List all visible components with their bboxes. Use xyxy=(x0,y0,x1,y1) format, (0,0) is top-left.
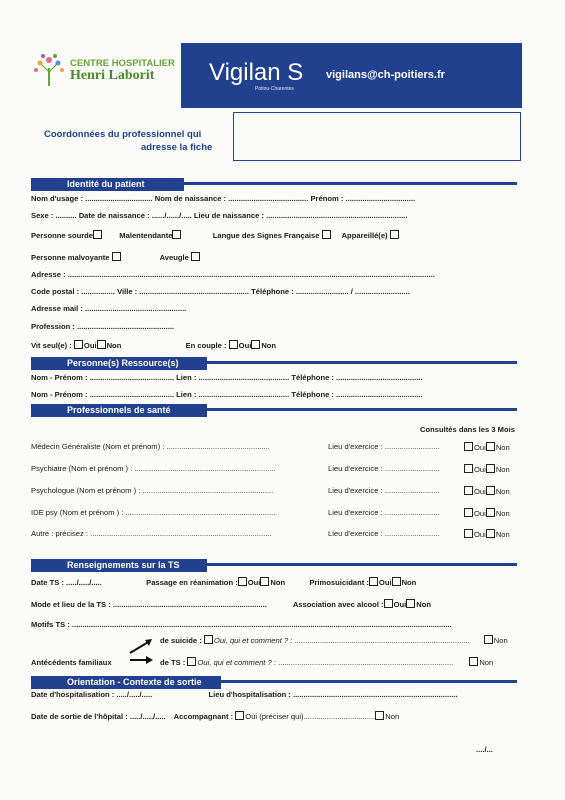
checkbox-accompagnant-oui[interactable] xyxy=(235,711,244,720)
professional-name-field[interactable]: Médecin Généraliste (Nom et prénom) : ................................................. xyxy=(31,442,270,451)
section-orientation-header xyxy=(31,676,221,689)
checkbox-malentendante[interactable] xyxy=(172,230,181,239)
checkbox-consulte-oui[interactable] xyxy=(464,529,473,538)
hospital-name-line1: CENTRE HOSPITALIER xyxy=(70,58,175,69)
checkbox-consulte-oui[interactable] xyxy=(464,486,473,495)
label-accompagnant: Accompagnant : xyxy=(173,712,234,721)
professional-row xyxy=(31,464,521,473)
label-non: Non xyxy=(270,578,286,587)
identity-row-address[interactable]: Adresse : .............................................................................................................................................................................. xyxy=(31,270,435,279)
label-de-suicide: de suicide : xyxy=(160,636,202,645)
date-sortie[interactable]: Date de sortie de l'hôpital : ...../...../..... xyxy=(31,712,166,721)
section-professionals-header xyxy=(31,404,207,417)
label-de-ts: de TS : xyxy=(160,658,186,667)
ts-mode[interactable]: Mode et lieu de la TS : ......................................................................... xyxy=(31,600,267,609)
identity-row-profession[interactable]: Profession : .............................................. xyxy=(31,322,175,331)
vigilans-banner xyxy=(181,43,522,108)
identity-row-vision xyxy=(31,252,201,262)
professional-name-field[interactable]: Autre : précisez : ...................................................................................... xyxy=(31,529,272,538)
section-divider xyxy=(184,182,517,185)
identity-row-postal[interactable]: Code postal : ................ Ville : .................................................... Téléphone : ......................... / .......................... xyxy=(31,287,410,296)
ts-row-suicide xyxy=(160,635,508,645)
professional-row xyxy=(31,442,521,451)
label-vit-seul: Vit seul(e) : xyxy=(31,341,72,350)
orientation-row-hosp xyxy=(31,690,458,699)
label-non: Non xyxy=(416,600,431,609)
professional-lieu-field[interactable]: Lieu d'exercice : .......................... xyxy=(328,486,440,495)
identity-row-names[interactable]: Nom d'usage : ................................ Nom de naissance : ...................................... Prénom : ................................. xyxy=(31,194,416,203)
tree-logo-icon xyxy=(32,52,66,86)
hospital-logo xyxy=(32,52,66,86)
checkbox-consulte-oui[interactable] xyxy=(464,442,473,451)
sender-label-line1: Coordonnées du professionnel qui xyxy=(44,129,202,140)
label-non: Non xyxy=(495,530,510,539)
checkbox-consulte-non[interactable] xyxy=(486,464,495,473)
label-oui: Oui xyxy=(474,509,486,518)
ts-row-date xyxy=(31,577,416,587)
date-hosp[interactable]: Date d'hospitalisation : ...../...../..... xyxy=(31,690,153,699)
identity-row-birth[interactable]: Sexe : .......... Date de naissance : ....../....../..... Lieu de naissance : ................................................................... xyxy=(31,211,408,220)
brand-subtitle: Poitou-Charentes xyxy=(255,86,294,92)
checkbox-malvoyante[interactable] xyxy=(112,252,121,261)
accompagnant-preciser[interactable]: .................................. xyxy=(303,712,376,721)
contact-email[interactable]: vigilans@ch-poitiers.fr xyxy=(326,69,445,81)
arrow-right-icon xyxy=(128,654,154,666)
orientation-row-sortie xyxy=(31,711,399,721)
label-oui-comment: Oui, qui et comment ? xyxy=(197,658,272,667)
label-oui: Oui xyxy=(247,578,261,587)
section-ts-header xyxy=(31,559,207,572)
checkbox-rea-non[interactable] xyxy=(260,577,269,586)
section-divider xyxy=(221,680,517,683)
professional-lieu-field[interactable]: Lieu d'exercice : .......................... xyxy=(328,508,440,517)
checkbox-de-ts-non[interactable] xyxy=(469,657,478,666)
professional-name-field[interactable]: Psychiatre (Nom et prénom ) : ................................................................... xyxy=(31,464,276,473)
label-lsf: Langue des Signes Française xyxy=(212,231,320,240)
checkbox-accompagnant-non[interactable] xyxy=(375,711,384,720)
label-alcool: Association avec alcool : xyxy=(292,600,384,609)
consultes-header: Consultés dans les 3 Mois xyxy=(420,425,515,434)
sender-box[interactable] xyxy=(233,112,521,161)
professional-row xyxy=(31,486,521,495)
label-sourde: Personne sourde xyxy=(31,231,94,240)
label-primo: Primosuicidant : xyxy=(309,578,369,587)
label-appareille: Appareillé(e) xyxy=(341,231,388,240)
checkbox-sourde[interactable] xyxy=(93,230,102,239)
label-non: Non xyxy=(479,658,494,667)
lieu-hosp[interactable]: Lieu d'hospitalisation : .............................................................................. xyxy=(208,690,458,699)
checkbox-couple-oui[interactable] xyxy=(229,340,238,349)
checkbox-appareille[interactable] xyxy=(390,230,399,239)
label-non: Non xyxy=(106,341,122,350)
checkbox-de-ts-oui[interactable] xyxy=(187,657,196,666)
identity-row-disabilities xyxy=(31,230,400,240)
checkbox-seul-oui[interactable] xyxy=(74,340,83,349)
hospital-name-line2: Henri Laborit xyxy=(70,68,155,83)
checkbox-suicide-non[interactable] xyxy=(484,635,493,644)
de-ts-comment[interactable]: : ................................................................................... xyxy=(271,658,454,667)
professional-name-field[interactable]: IDE psy (Nom et prénom ) : ....................................................................... xyxy=(31,508,276,517)
label-oui: Oui xyxy=(474,487,486,496)
checkbox-consulte-non[interactable] xyxy=(486,529,495,538)
ts-date[interactable]: Date TS : ...../...../..... xyxy=(31,578,102,587)
label-non: Non xyxy=(495,509,510,518)
professional-name-field[interactable]: Psychologue (Nom et prénom ) : .............................................................. xyxy=(31,486,274,495)
identity-row-email[interactable]: Adresse mail : ................................................ xyxy=(31,304,187,313)
page-continued: ..../... xyxy=(476,745,493,754)
ts-row-de-ts xyxy=(160,657,493,667)
ts-row-motifs[interactable]: Motifs TS : .................................................................................................................................................................................... xyxy=(31,620,452,629)
label-non: Non xyxy=(401,578,417,587)
label-oui: Oui xyxy=(378,578,392,587)
professional-lieu-field[interactable]: Lieu d'exercice : .......................... xyxy=(328,464,440,473)
professional-lieu-field[interactable]: Lieu d'exercice : .......................... xyxy=(328,442,440,451)
label-non: Non xyxy=(495,487,510,496)
checkbox-aveugle[interactable] xyxy=(191,252,200,261)
label-malvoyante: Personne malvoyante xyxy=(31,253,110,262)
label-oui: Oui xyxy=(83,341,97,350)
section-divider xyxy=(207,563,517,566)
label-couple: En couple : xyxy=(185,341,227,350)
section-divider xyxy=(207,408,517,411)
brand-name: Vigilan S xyxy=(209,59,304,86)
label-non: Non xyxy=(495,465,510,474)
checkbox-seul-non[interactable] xyxy=(97,340,106,349)
checkbox-couple-non[interactable] xyxy=(251,340,260,349)
checkbox-alcool-oui[interactable] xyxy=(384,599,393,608)
label-antecedents: Antécédents familiaux xyxy=(31,658,112,667)
checkbox-consulte-non[interactable] xyxy=(486,442,495,451)
sender-label-line2: adresse la fiche xyxy=(141,142,213,153)
suicide-comment[interactable]: : ................................................................................... xyxy=(288,636,470,645)
section-resources-header xyxy=(31,357,207,370)
section-resources-title: Personne(s) Ressource(s) xyxy=(67,358,179,368)
arrow-up-icon xyxy=(128,636,154,656)
label-oui-preciser: Oui (préciser qui) xyxy=(245,712,304,721)
professional-lieu-field[interactable]: Lieu d'exercice : .......................... xyxy=(328,529,440,538)
professional-row xyxy=(31,529,521,538)
ts-row-mode xyxy=(31,599,431,609)
section-identity-title: Identité du patient xyxy=(67,179,145,189)
label-oui: Oui xyxy=(393,600,407,609)
label-oui: Oui xyxy=(474,443,486,452)
resource-row-2[interactable]: Nom - Prénom : ........................................ Lien : ........................................... Téléphone : ......................................... xyxy=(31,390,423,399)
label-oui: Oui xyxy=(474,530,486,539)
section-ts-title: Renseignements sur la TS xyxy=(67,560,180,570)
checkbox-lsf[interactable] xyxy=(322,230,331,239)
label-malentendante: Malentendante xyxy=(119,231,173,240)
resource-row-1[interactable]: Nom - Prénom : ........................................ Lien : ........................................... Téléphone : ......................................... xyxy=(31,373,423,382)
identity-row-living xyxy=(31,340,276,350)
checkbox-suicide-oui[interactable] xyxy=(204,635,213,644)
label-oui: Oui xyxy=(238,341,252,350)
label-aveugle: Aveugle xyxy=(159,253,189,262)
label-oui: Oui xyxy=(474,465,486,474)
label-reanimation: Passage en réanimation : xyxy=(146,578,238,587)
section-divider xyxy=(207,361,517,364)
checkbox-rea-oui[interactable] xyxy=(238,577,247,586)
checkbox-alcool-non[interactable] xyxy=(406,599,415,608)
label-non: Non xyxy=(493,636,508,645)
checkbox-primo-oui[interactable] xyxy=(369,577,378,586)
section-professionals-title: Professionnels de santé xyxy=(67,405,171,415)
section-identity-header xyxy=(31,178,184,191)
label-oui-comment: Oui, qui et comment ? xyxy=(213,636,289,645)
section-orientation-title: Orientation - Contexte de sortie xyxy=(67,677,202,687)
checkbox-primo-non[interactable] xyxy=(392,577,401,586)
checkbox-consulte-oui[interactable] xyxy=(464,508,473,517)
checkbox-consulte-oui[interactable] xyxy=(464,464,473,473)
checkbox-consulte-non[interactable] xyxy=(486,486,495,495)
professional-row xyxy=(31,508,521,517)
label-non: Non xyxy=(261,341,277,350)
label-non: Non xyxy=(495,443,510,452)
checkbox-consulte-non[interactable] xyxy=(486,508,495,517)
label-non: Non xyxy=(385,712,400,721)
